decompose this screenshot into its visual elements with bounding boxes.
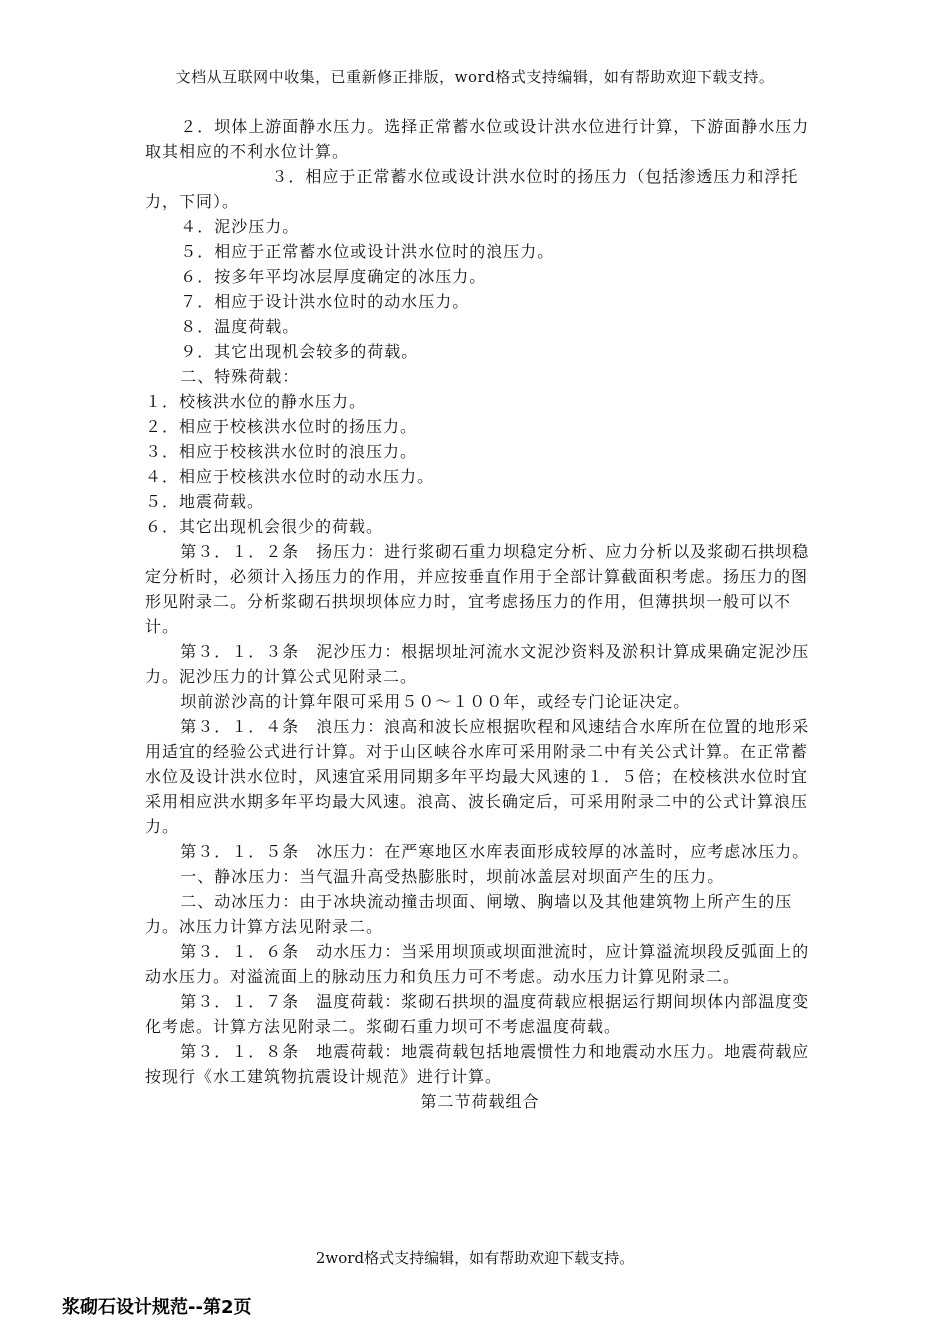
paragraph: 坝前淤沙高的计算年限可采用５０～１００年，或经专门论证决定。	[180, 692, 691, 711]
list-item: ５．相应于正常蓄水位或设计洪水位时的浪压力。	[180, 242, 555, 261]
article-paragraph: 第３．１．３条 泥沙压力：根据坝址河流水文泥沙资料及淤积计算成果确定泥沙压力。泥沙压力的计算公式见附录二。	[145, 642, 810, 686]
list-item: ５．地震荷载。	[145, 492, 265, 511]
article-paragraph: 第３．１．５条 冰压力：在严寒地区水库表面形成较厚的冰盖时，应考虑冰压力。	[180, 842, 810, 861]
list-item: ９．其它出现机会较多的荷载。	[180, 342, 419, 361]
list-item: ６．其它出现机会很少的荷载。	[145, 517, 384, 536]
article-paragraph: 第３．１．７条 温度荷载：浆砌石拱坝的温度荷载应根据运行期间坝体内部温度变化考虑。计算方法见附录二。浆砌石重力坝可不考虑温度荷载。	[145, 992, 810, 1036]
page-tag: 浆砌石设计规范--第2页	[62, 1297, 252, 1318]
paragraph: 二、动冰压力：由于冰块流动撞击坝面、闸墩、胸墙以及其他建筑物上所产生的压力。冰压力计算方法见附录二。	[145, 892, 793, 936]
subsection-heading: 二、特殊荷载：	[180, 367, 300, 386]
article-paragraph: 第３．１．４条 浪压力：浪高和波长应根据吹程和风速结合水库所在位置的地形采用适宜的经验公式进行计算。对于山区峡谷水库可采用附录二中有关公式计算。在正常蓄水位及设计洪水位时，风速宜采用同期多年平均最大风速的１．５倍；在校核洪水位时宜采用相应洪水期多年平均最大风速。浪高、波长确定后，可采用附录二中的公式计算浪压力。	[145, 717, 810, 836]
list-item: ６．按多年平均冰层厚度确定的冰压力。	[180, 267, 487, 286]
article-paragraph: 第３．１．６条 动水压力：当采用坝顶或坝面泄流时，应计算溢流坝段反弧面上的动水压力。对溢流面上的脉动压力和负压力可不考虑。动水压力计算见附录二。	[145, 942, 810, 986]
article-paragraph: 第３．１．８条 地震荷载：地震荷载包括地震惯性力和地震动水压力。地震荷载应按现行《水工建筑物抗震设计规范》进行计算。	[145, 1042, 810, 1086]
article-paragraph: 第３．１．２条 扬压力：进行浆砌石重力坝稳定分析、应力分析以及浆砌石拱坝稳定分析时，必须计入扬压力的作用，并应按垂直作用于全部计算截面积考虑。扬压力的图形见附录二。分析浆砌石拱坝坝体应力时，宜考虑扬压力的作用，但薄拱坝一般可以不计。	[145, 542, 810, 636]
paragraph: ３．相应于正常蓄水位或设计洪水位时的扬压力（包括渗透压力和浮托力，下同）。	[145, 167, 799, 211]
list-item: ７．相应于设计洪水位时的动水压力。	[180, 292, 470, 311]
page-footer: 2word格式支持编辑，如有帮助欢迎下载支持。	[315, 1249, 635, 1267]
document-body	[145, 114, 815, 1114]
page-header: 文档从互联网中收集，已重新修正排版，word格式支持编辑，如有帮助欢迎下载支持。	[175, 68, 775, 86]
list-item: ４．相应于校核洪水位时的动水压力。	[145, 467, 435, 486]
section-title: 第二节荷载组合	[420, 1092, 540, 1111]
list-item: ８．温度荷载。	[180, 317, 300, 336]
list-item: １．校核洪水位的静水压力。	[145, 392, 367, 411]
paragraph: 一、静冰压力：当气温升高受热膨胀时，坝前冰盖层对坝面产生的压力。	[180, 867, 725, 886]
list-item: ２．相应于校核洪水位时的扬压力。	[145, 417, 418, 436]
list-item: ３．相应于校核洪水位时的浪压力。	[145, 442, 418, 461]
list-item: ４．泥沙压力。	[180, 217, 300, 236]
paragraph: ２．坝体上游面静水压力。选择正常蓄水位或设计洪水位进行计算，下游面静水压力取其相应的不利水位计算。	[145, 117, 810, 161]
